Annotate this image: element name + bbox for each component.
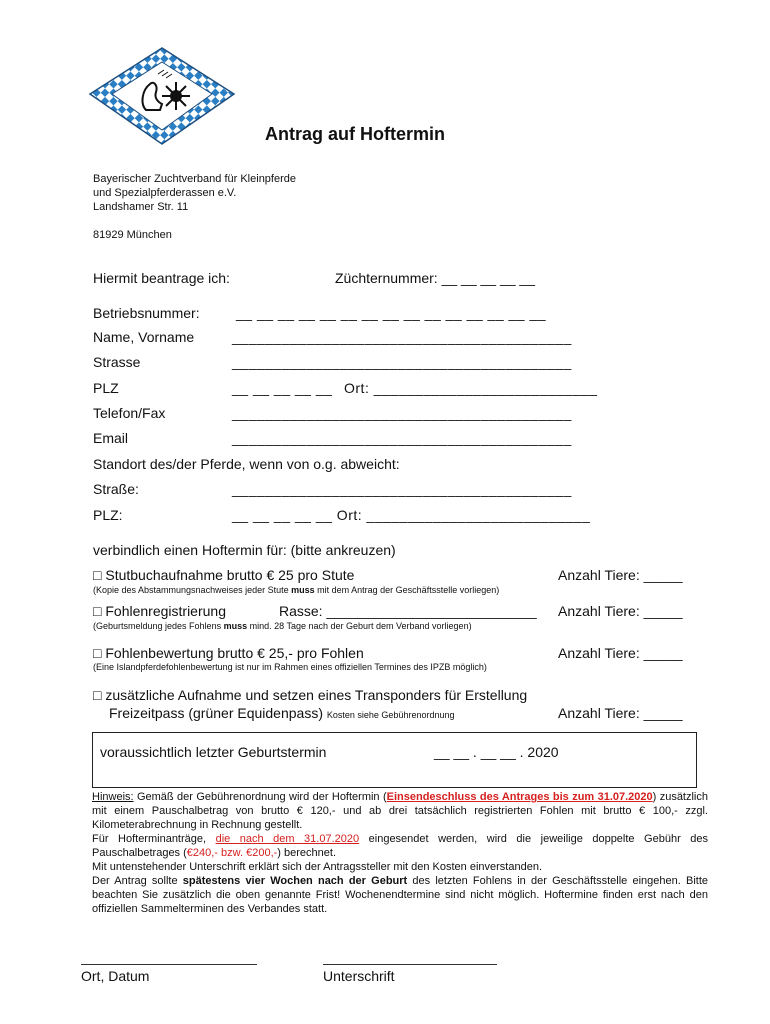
email-field[interactable]: _________________________________________ <box>232 430 572 446</box>
option-transponder-line2: Freizeitpass (grüner Equidenpass) Kosten siehe Gebührenordnung <box>109 705 455 721</box>
option-foal-evaluation-count[interactable]: Anzahl Tiere: _____ <box>558 645 683 661</box>
option-transponder[interactable] <box>93 687 527 703</box>
association-name: Bayerischer Zuchtverband für Kleinpferde <box>93 173 296 185</box>
option-stud-book-note: (Kopie des Abstammungsnachweises jeder Stute muss mit dem Antrag der Geschäftsstelle vorliegen) <box>93 585 500 595</box>
checkbox-icon[interactable]: □ <box>93 603 102 619</box>
option-foal-evaluation-label: Fohlenbewertung brutto € 25,- pro Fohlen <box>105 645 364 661</box>
street-label: Strasse <box>93 354 141 370</box>
appointment-heading: verbindlich einen Hoftermin für: (bitte ankreuzen) <box>93 542 396 558</box>
signature-line[interactable] <box>323 964 497 965</box>
page-title: Antrag auf Hoftermin <box>265 124 445 144</box>
option-foal-breed-field[interactable]: Rasse: ___________________________ <box>279 603 537 619</box>
association-street: Landshamer Str. 11 <box>93 201 189 213</box>
email-label: Email <box>93 430 129 446</box>
name-label: Name, Vorname <box>93 329 195 345</box>
association-name-line2: und Spezialpferderassen e.V. <box>93 187 237 199</box>
option-foal-evaluation-note: (Eine Islandpferdefohlenbewertung ist nur im Rahmen eines offiziellen Termines des IPZB möglich) <box>93 662 487 672</box>
location-street-label: Straße: <box>93 481 139 497</box>
location-label: Standort des/der Pferde, wenn von o.g. abweicht: <box>93 456 400 472</box>
option-transponder-label: zusätzliche Aufnahme und setzen eines Transponders für Erstellung <box>105 687 528 703</box>
option-foal-registration[interactable] <box>93 603 226 619</box>
breeder-number-field[interactable]: Züchternummer: __ __ __ __ __ <box>335 270 536 286</box>
checkbox-icon[interactable]: □ <box>93 687 102 703</box>
option-stud-book-count[interactable]: Anzahl Tiere: _____ <box>558 567 683 583</box>
option-stud-book[interactable] <box>93 567 354 583</box>
location-street-field[interactable]: _________________________________________ <box>232 481 572 497</box>
place-date-label: Ort, Datum <box>81 968 150 984</box>
signature-label: Unterschrift <box>323 968 395 984</box>
option-transponder-count[interactable]: Anzahl Tiere: _____ <box>558 705 683 721</box>
option-foal-registration-label: Fohlenregistrierung <box>105 603 226 619</box>
location-plz-label: PLZ: <box>93 507 123 523</box>
notice-text: Hinweis: Gemäß der Gebührenordnung wird der Hoftermin (Einsendeschluss des Antrages bis zum 31.07.2020) zusätzlich mit einem Pauschalbetrag von brutto € 120,- und ab drei tatsächlich registrierten Fohlen mit brutto € 100,- zzgl. Kilometerabrechnung in Rechnung gestellt. Für Hofterminanträge, die nach dem 31.07.2020 eingesendet werden, wird die jeweilige doppelte Gebühr des Pauschalbetrages (€240,- bzw. €200,-) berechnet. Mit untenstehender Unterschrift erklärt sich der Antragssteller mit den Kosten einverstanden. Der Antrag sollte spätestens vier Wochen nach der Geburt des letzten Fohlens in der Geschäftsstelle eingehen. Bitte beachten Sie zusätzlich die oben genannte Frist! Wochenendtermine sind nicht möglich. Hoftermine finden erst nach den offiziellen Sammelterminen des Verbandes statt. <box>92 791 709 915</box>
option-foal-registration-count[interactable]: Anzahl Tiere: _____ <box>558 603 683 619</box>
birthdate-field[interactable]: __ __ . __ __ . 2020 <box>434 744 559 760</box>
business-number-field[interactable]: __ __ __ __ __ __ __ __ __ __ __ __ __ __ __ <box>236 305 547 321</box>
business-number-label: Betriebsnummer: <box>93 305 200 321</box>
place-date-line[interactable] <box>81 964 257 965</box>
name-field[interactable]: _________________________________________ <box>232 329 572 345</box>
birthdate-box <box>92 732 697 788</box>
option-stud-book-label: Stutbuchaufnahme brutto € 25 pro Stute <box>105 567 355 583</box>
fee-schedule-note: Kosten siehe Gebührenordnung <box>326 710 455 720</box>
phone-field[interactable]: _________________________________________ <box>232 405 572 421</box>
location-plz-city-field[interactable]: __ __ __ __ __ Ort: ___________________________ <box>232 507 591 523</box>
option-foal-registration-note: (Geburtsmeldung jedes Fohlens muss mind. 28 Tage nach der Geburt dem Verband vorliegen) <box>93 621 472 631</box>
checkbox-icon[interactable]: □ <box>93 567 102 583</box>
phone-label: Telefon/Fax <box>93 405 166 421</box>
street-field[interactable]: _________________________________________ <box>232 354 572 370</box>
plz-field[interactable]: __ __ __ __ __ <box>232 380 333 396</box>
intro-label: Hiermit beantrage ich: <box>93 270 230 286</box>
breeder-association-logo <box>88 46 236 146</box>
plz-label: PLZ <box>93 380 119 396</box>
city-field[interactable]: Ort: ___________________________ <box>344 380 598 396</box>
birthdate-label: voraussichtlich letzter Geburtstermin <box>100 744 327 760</box>
option-foal-evaluation[interactable] <box>93 645 364 661</box>
association-city: 81929 München <box>93 229 172 241</box>
checkbox-icon[interactable]: □ <box>93 645 102 661</box>
